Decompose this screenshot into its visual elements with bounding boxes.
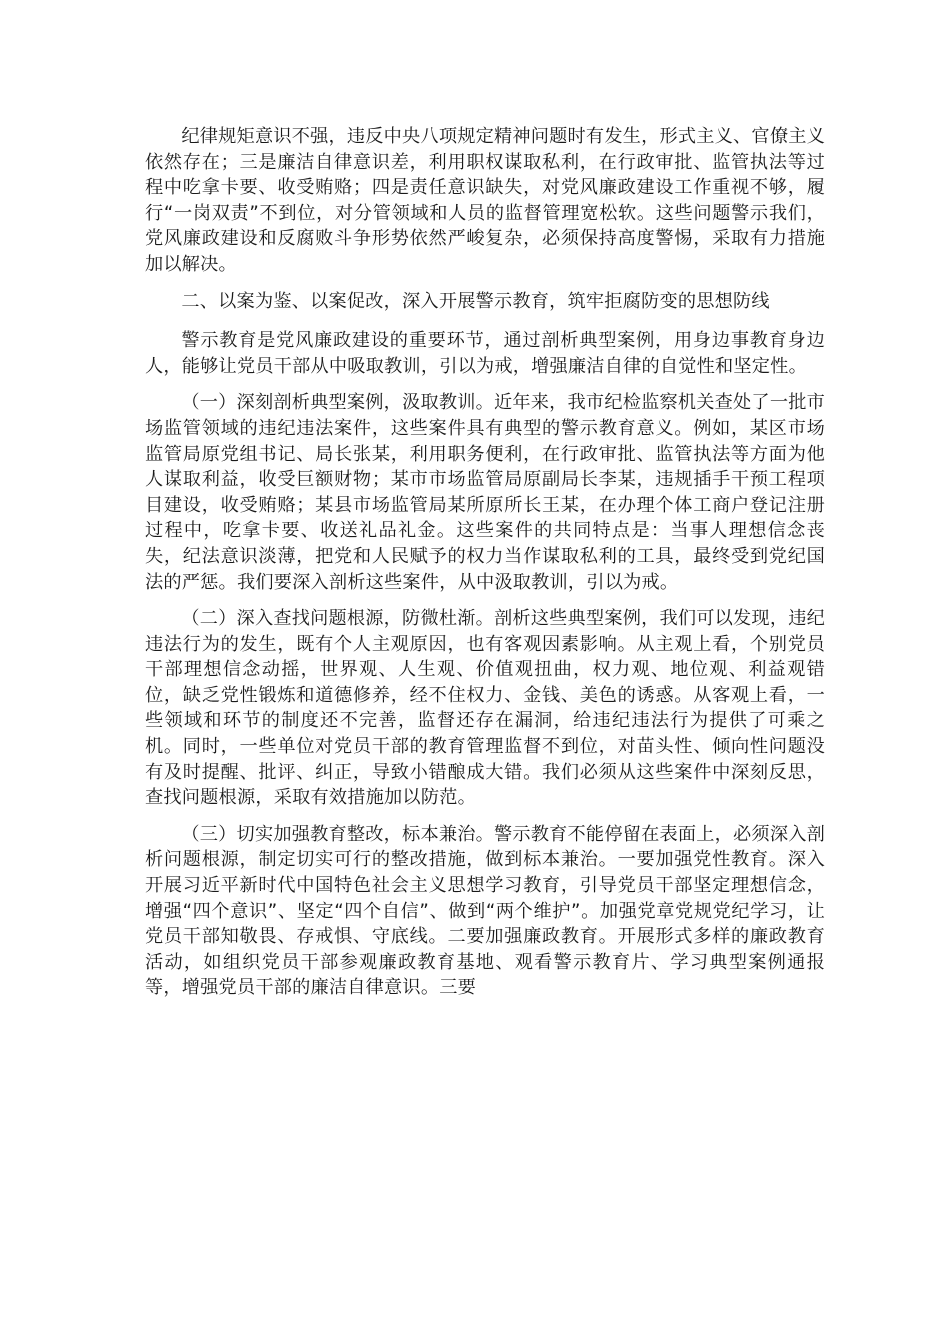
- body-paragraph-rectification: （三）切实加强教育整改，标本兼治。警示教育不能停留在表面上，必须深入剖析问题根源，制定切实可行的整改措施，做到标本兼治。一要加强党性教育。深入开展习近平新时代中国特色社会主义思想学习教育，引导党员干部坚定理想信念，增强“四个意识”、坚定“四个自信”、做到“两个维护”。加强党章党规党纪学习，让党员干部知敬畏、存戒惧、守底线。二要加强廉政教育。开展形式多样的廉政教育活动，如组织党员干部参观廉政教育基地、观看警示教育片、学习典型案例通报等，增强党员干部的廉洁自律意识。三要: [145, 823, 825, 999]
- body-paragraph-case-analysis: （一）深刻剖析典型案例，汲取教训。近年来，我市纪检监察机关查处了一批市场监管领域的违纪违法案件，这些案件具有典型的警示教育意义。例如，某区市场监管局原党组书记、局长张某，利用职务便利，在行政审批、监管执法等方面为他人谋取利益，收受巨额财物；某市市场监管局原副局长李某，违规插手干预工程项目建设，收受贿赂；某县市场监管局某所原所长王某，在办理个体工商户登记注册过程中，吃拿卡要、收送礼品礼金。这些案件的共同特点是：当事人理想信念丧失，纪法意识淡薄，把党和人民赋予的权力当作谋取私利的工具，最终受到党纪国法的严惩。我们要深入剖析这些案件，从中汲取教训，引以为戒。: [145, 392, 825, 593]
- body-paragraph-1: 纪律规矩意识不强，违反中央八项规定精神问题时有发生，形式主义、官僚主义依然存在；三是廉洁自律意识差，利用职权谋取私利，在行政审批、监管执法等过程中吃拿卡要、收受贿赂；四是责任意识缺失，对党风廉政建设工作重视不够，履行“一岗双责”不到位，对分管领域和人员的监督管理宽松软。这些问题警示我们，党风廉政建设和反腐败斗争形势依然严峻复杂，必须保持高度警惕，采取有力措施加以解决。: [145, 126, 825, 275]
- body-paragraph-root-causes: （二）深入查找问题根源，防微杜渐。剖析这些典型案例，我们可以发现，违纪违法行为的发生，既有个人主观原因，也有客观因素影响。从主观上看，个别党员干部理想信念动摇，世界观、人生观、价值观扭曲，权力观、地位观、利益观错位，缺乏党性锻炼和道德修养，经不住权力、金钱、美色的诱惑。从客观上看，一些领域和环节的制度还不完善，监督还存在漏洞，给违纪违法行为提供了可乘之机。同时，一些单位对党员干部的教育管理监督不到位，对苗头性、倾向性问题没有及时提醒、批评、纠正，导致小错酿成大错。我们必须从这些案件中深刻反思，查找问题根源，采取有效措施加以防范。: [145, 608, 825, 809]
- document-page: [145, 124, 825, 1012]
- body-paragraph-intro: 警示教育是党风廉政建设的重要环节，通过剖析典型案例，用身边事教育身边人，能够让党员干部从中吸取教训，引以为戒，增强廉洁自律的自觉性和坚定性。: [145, 330, 825, 377]
- section-heading-2: 二、以案为鉴、以案促改，深入开展警示教育，筑牢拒腐防变的思想防线: [181, 290, 770, 312]
